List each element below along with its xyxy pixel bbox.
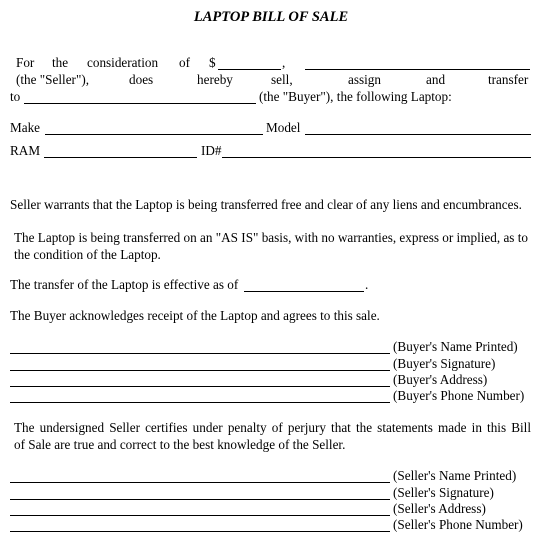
warranty-statement: Seller warrants that the Laptop is being transferred free and clear of any liens and encumbrances. [10, 197, 522, 212]
document-title: LAPTOP BILL OF SALE [193, 9, 349, 25]
seller-name-blank[interactable] [305, 69, 530, 70]
intro-buyer-text: (the "Buyer"), the following Laptop: [259, 89, 452, 104]
buyer-name-label: (Buyer's Name Printed) [393, 339, 518, 354]
buyer-address-line[interactable] [10, 386, 390, 387]
intro-the: the [52, 55, 69, 70]
seller-phone-label: (Seller's Phone Number) [393, 517, 523, 532]
seller-signature-label: (Seller's Signature) [393, 485, 494, 500]
effective-date-blank[interactable] [244, 291, 364, 292]
certify-line-2: of Sale are true and correct to the best knowledge of the Seller. [14, 437, 346, 452]
intro-does: does [129, 72, 154, 87]
intro-of: of [179, 55, 190, 70]
ram-label: RAM [10, 143, 41, 158]
buyer-phone-label: (Buyer's Phone Number) [393, 388, 525, 403]
seller-signature-line[interactable] [10, 499, 390, 500]
buyer-name-blank[interactable] [24, 103, 256, 104]
intro-hereby: hereby [197, 72, 233, 87]
intro-and: and [426, 72, 446, 87]
id-label: ID# [201, 143, 222, 158]
seller-phone-line[interactable] [10, 531, 390, 532]
id-blank[interactable] [222, 157, 531, 158]
make-label: Make [10, 120, 41, 135]
buyer-signature-line[interactable] [10, 370, 390, 371]
seller-address-line[interactable] [10, 515, 390, 516]
intro-for: For [16, 55, 35, 70]
seller-name-label: (Seller's Name Printed) [393, 468, 517, 483]
buyer-address-label: (Buyer's Address) [393, 372, 488, 387]
acknowledgement: The Buyer acknowledges receipt of the Laptop and agrees to this sale. [10, 308, 380, 323]
as-is-line-1: The Laptop is being transferred on an "AS IS" basis, with no warranties, express or implied, as to [14, 230, 528, 245]
ram-blank[interactable] [44, 157, 197, 158]
seller-name-line[interactable] [10, 482, 390, 483]
intro-assign: assign [348, 72, 381, 87]
intro-seller: (the "Seller"), [16, 72, 90, 87]
model-blank[interactable] [305, 134, 531, 135]
buyer-name-line[interactable] [10, 353, 390, 354]
intro-to: to [10, 89, 21, 104]
certify-line-1: The undersigned Seller certifies under penalty of perjury that the statements made in this Bill [14, 420, 531, 435]
model-label: Model [266, 120, 301, 135]
intro-sell: sell, [271, 72, 293, 87]
buyer-signature-label: (Buyer's Signature) [393, 356, 496, 371]
seller-address-label: (Seller's Address) [393, 501, 486, 516]
price-blank[interactable] [218, 69, 281, 70]
make-blank[interactable] [45, 134, 263, 135]
intro-consideration: consideration [87, 55, 159, 70]
intro-transfer: transfer [488, 72, 529, 87]
effective-period: . [365, 277, 369, 292]
buyer-phone-line[interactable] [10, 402, 390, 403]
as-is-line-2: the condition of the Laptop. [14, 247, 161, 262]
intro-dollar: $ [209, 55, 216, 70]
effective-statement: The transfer of the Laptop is effective as of [10, 277, 239, 292]
intro-comma: , [282, 55, 286, 70]
